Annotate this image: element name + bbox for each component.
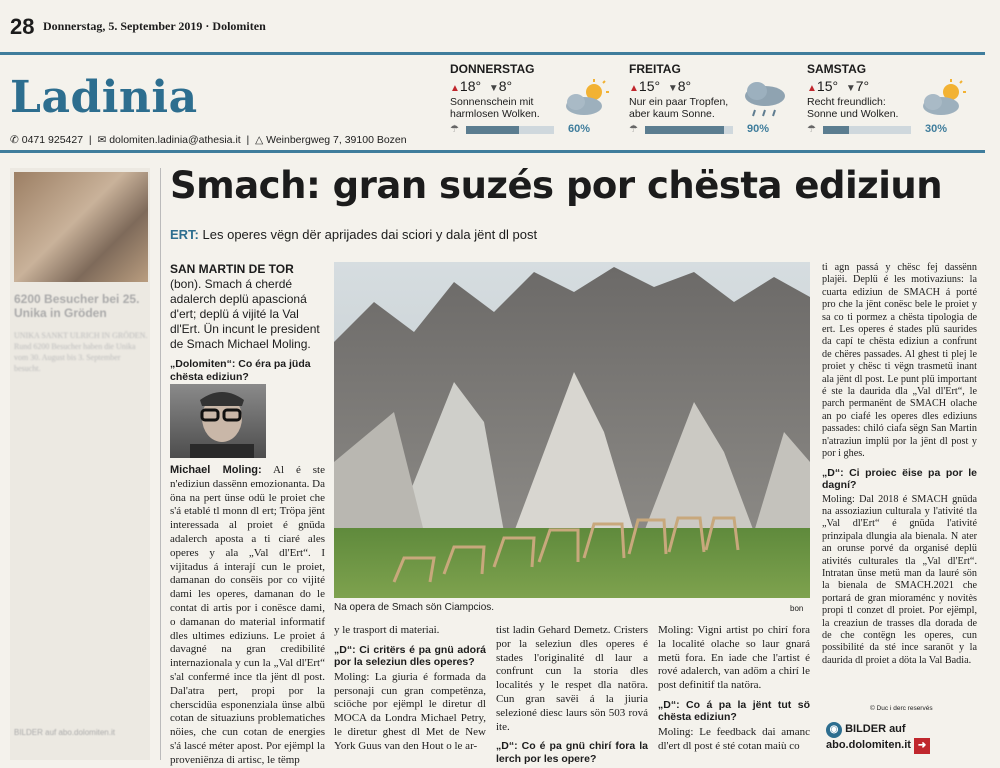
main-photo bbox=[334, 262, 810, 598]
rain-bar-fill bbox=[823, 126, 849, 134]
rain-probability-bar bbox=[823, 126, 911, 134]
column-5-top: ti agn passá y chësc fej dassënn plajëi. Deplü é les motivaziuns: la cuarta ediziun de SMACH á porté pro che la jënt conësc bele le proiet y sa co ti pormez a chësta tipologia de ert. Les operes é stades plü saurides da capí te chësta ediziun a confrunt de chëres passades. Al ghest ti plej le proiet y chësc ti vëgn trasmetü inant ala jënt dl post. Le punt plü important é ste la daurida dla „Val dl'Ert“, le parch permanënt de SMACH olache an po ciafé les operes dles ediziuns passades: chiló ciafa sëgn San Martin n'atraziun implü por la jënt dl post y por i ghes. bbox=[822, 262, 977, 460]
article-subhead bbox=[170, 227, 537, 242]
column-2-top: y le trasport di materiai. bbox=[334, 624, 440, 636]
answer-5: Moling: Dal 2018 é SMACH gnüda na assoziaziun culturala y l'ativité tla „Val dl'Ert“ é gnüda l'ativité prinzipala dlungia ala bienala. N ater an orunse porvé da organisé deplü ativités culturales tla „Val dl'Ert“. Intratan ünse metü man da lauré sön la bienala de SMACH.2021 che portará de gran mioraménc y novitès propi tl conzet dl proiet. Por ejëmpl, la creaziun de trasses dla dorada de de che contëgn les operes, cun possibilité da sté ince saranöt y la daurida dl proiet a döta la Val Badia. bbox=[822, 493, 977, 666]
arrow-icon: ➜ bbox=[914, 738, 930, 754]
weather-day-1 bbox=[629, 62, 799, 135]
temp-down-icon: ▼ bbox=[667, 83, 678, 94]
contact-email: dolomiten.ladinia@athesia.it bbox=[109, 134, 241, 146]
temp-up-icon: ▲ bbox=[450, 83, 460, 94]
column-1 bbox=[170, 262, 325, 385]
answer-1-speaker: Michael Moling: bbox=[170, 464, 262, 476]
column-divider bbox=[160, 168, 161, 760]
answer-2: Moling: La giuria é formada da personaji cun gran competënza, sciöche por ejëmpl le diretur dl MOCA da Londra Michael Petry, le diretur ghest dl Met de New York Guus van den Hout o le ar- bbox=[334, 670, 486, 752]
question-3: „D“: Co é pa gnü chirí fora la lerch por les opere? bbox=[496, 740, 648, 765]
rain-probability-bar bbox=[466, 126, 554, 134]
location-icon: △ bbox=[255, 134, 264, 146]
mail-icon: ✉ bbox=[97, 134, 107, 146]
sun-cloud-icon bbox=[917, 78, 969, 118]
rights-notice: © Duc i derc reservés bbox=[870, 705, 933, 712]
question-2: „D“: Ci critërs é pa gnü adorá por la seleziun dles operes? bbox=[334, 643, 486, 669]
kicker: ERT: bbox=[170, 227, 199, 242]
sidebar-headline: 6200 Besucher bei 25. Unika in Gröden bbox=[14, 292, 140, 320]
section-title: Ladinia bbox=[10, 72, 198, 123]
temp-high: 15° bbox=[638, 78, 661, 94]
lead-place: SAN MARTIN DE TOR bbox=[170, 262, 294, 276]
rain-probability-bar bbox=[645, 126, 733, 134]
contact-line: ✆ 0471 925427 | ✉ dolomiten.ladinia@athesia.it | △ Weinbergweg 7, 39100 Bozen bbox=[10, 134, 407, 146]
contact-phone: 0471 925427 bbox=[21, 134, 84, 146]
temp-low: 8° bbox=[498, 78, 513, 94]
column-4 bbox=[658, 624, 810, 754]
camera-icon: ◉ bbox=[826, 722, 842, 738]
answer-1-para bbox=[170, 464, 325, 768]
weather-day-0 bbox=[450, 62, 620, 135]
weather-desc: Nur ein paar Tropfen, aber kaum Sonne. bbox=[629, 96, 729, 120]
answer-4: Moling: Le feedback dai amanc dl'ert dl post é sté cotan maiù co bbox=[658, 725, 810, 752]
temp-up-icon: ▲ bbox=[629, 83, 639, 94]
page-number: 28 bbox=[10, 14, 35, 39]
column-3-top: tist ladin Gehard Demetz. Cristers por la seleziun dles operes é stades l'originalité dl laur a confrunt cun la storia dles localités y le respet dla natöra. Cun gran savëi á la jiuria selezioné diesc laurs sön 503 rová ite. bbox=[496, 624, 648, 733]
rain-percent: 30% bbox=[925, 123, 948, 135]
temp-low: 8° bbox=[677, 78, 692, 94]
raindrop-icon: ☂ bbox=[629, 124, 638, 135]
portrait-photo bbox=[170, 384, 266, 458]
lead-paragraph bbox=[170, 262, 325, 352]
sidebar-footer: BILDER auf abo.dolomiten.it bbox=[14, 728, 115, 737]
dateline: Donnerstag, 5. September 2019 · Dolomiten bbox=[43, 19, 266, 33]
photo-credit: bon bbox=[790, 604, 804, 613]
column-2 bbox=[334, 624, 486, 754]
sidebar-photo bbox=[14, 172, 148, 282]
rain-bar-fill bbox=[466, 126, 519, 134]
phone-icon: ✆ bbox=[10, 134, 19, 146]
column-5 bbox=[822, 262, 977, 667]
photo-caption: Na opera de Smach sön Ciampcios. bbox=[334, 602, 495, 613]
rain-bar-fill bbox=[645, 126, 724, 134]
weather-desc: Recht freundlich: Sonne und Wolken. bbox=[807, 96, 899, 120]
rain-percent: 90% bbox=[747, 123, 770, 135]
temp-high: 18° bbox=[459, 78, 482, 94]
gallery-promo[interactable] bbox=[826, 722, 974, 751]
header-rule-top bbox=[0, 52, 985, 55]
rain-percent: 60% bbox=[568, 123, 591, 135]
mountain-scene bbox=[334, 262, 810, 598]
person-icon bbox=[170, 384, 266, 458]
temp-down-icon: ▼ bbox=[488, 83, 499, 94]
article-headline: Smach: gran suzés por chësta ediziun bbox=[170, 164, 943, 207]
temp-up-icon: ▲ bbox=[807, 83, 817, 94]
sidebar-text: UNIKA SANKT ULRICH IN GRÖDEN. Rund 6200 Besucher haben die Unika vom 30. August bis 3. September besucht. bbox=[14, 331, 148, 373]
temp-high: 15° bbox=[816, 78, 839, 94]
temp-low: 7° bbox=[855, 78, 870, 94]
gallery-promo-text: BILDER auf abo.dolomiten.it bbox=[826, 723, 911, 751]
question-1: „Dolomiten“: Co éra pa jüda chësta ediziun? bbox=[170, 358, 311, 383]
contact-address: Weinbergweg 7, 39100 Bozen bbox=[266, 134, 407, 146]
weather-desc: Sonnenschein mit harmlosen Wolken. bbox=[450, 96, 540, 120]
raindrop-icon: ☂ bbox=[807, 124, 816, 135]
answer-1: Al é ste n'ediziun dassënn emozionanta. Da öna na pert ünse odü le proiet che s'á etablé tl monn dl ert; Tröpa jënt interessada al proiet é gnüda adalerch aposta a ti ciaré ales operes y ala „Val dl'Ert“. I vijitadus á interají cun le proiet, damanan do consëis por co vijité dami les operes, damanan do le contat di artis por i conësce dami, o damanan do material informatif dles ultimes ediziuns. Le proiet á davagné na gran credibilité internazionala y cun la „Val dl'Ert“ s'al confermé ince tla jënt dl post. Dal'atra pert, propi por la cherscidüa esponenziala ünse albü cotan de situaziuns problematiches nöies, che cun cotan de energies s'á lascé méter apost. Por ejëmpl la proveniënza di artisc, le tëmp bbox=[170, 464, 325, 766]
column-1-body bbox=[170, 464, 325, 768]
header-rule-bottom bbox=[0, 150, 985, 153]
weather-day-label: DONNERSTAG bbox=[450, 62, 535, 76]
weather-day-label: SAMSTAG bbox=[807, 62, 867, 76]
weather-day-label: FREITAG bbox=[629, 62, 681, 76]
weather-day-2 bbox=[807, 62, 977, 135]
question-5: „D“: Ci proiec ëise pa por le dagní? bbox=[822, 466, 977, 491]
sun-cloud-icon bbox=[560, 78, 612, 118]
column-3 bbox=[496, 624, 648, 767]
question-4: „D“: Co á pa la jënt tut sö chësta ediziun? bbox=[658, 698, 810, 724]
temp-down-icon: ▼ bbox=[845, 83, 856, 94]
column-4-top: Moling: Vigni artist po chirí fora la localité olache so laur gnará metü fora. En iade che l'artist é rové adalerch, van adöm a chirí le post definitif tla natöra. bbox=[658, 624, 810, 692]
raindrop-icon: ☂ bbox=[450, 124, 459, 135]
lead-text: (bon). Smach á cherdé adalerch deplü apascioná d'ert; deplü á vijité la Val dl'Ert. Ün incunt le president de Smach Michael Moling. bbox=[170, 277, 320, 351]
subhead-text: Les operes vëgn dër aprijades dai sciori y dala jënt dl post bbox=[202, 227, 538, 242]
rain-cloud-icon bbox=[739, 78, 791, 122]
